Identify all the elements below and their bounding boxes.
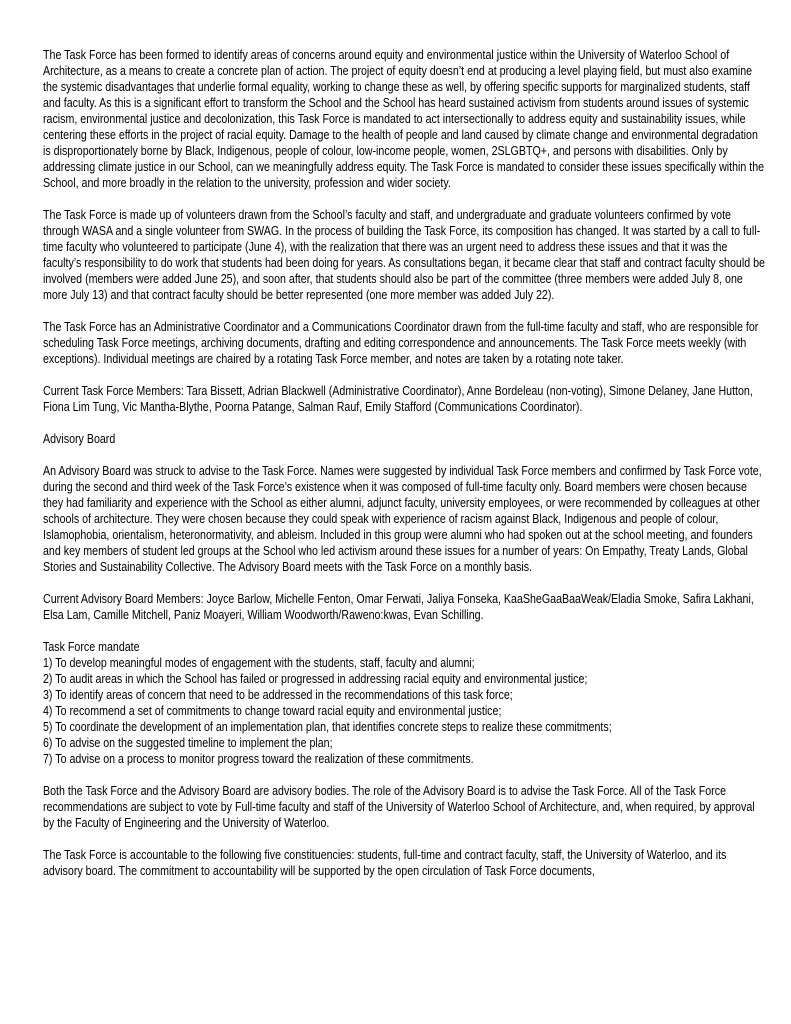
paragraph-task-force-members: Current Task Force Members: Tara Bissett, Adrian Blackwell (Administrative Coordinator), Anne Bordeleau (non-voting), Simone Delaney, Jane Hutton, Fiona Lim Tung, Vic Mantha-Blythe, Poorna Patange, Salman Rauf, Emily Stafford (Communications Coordinator). bbox=[43, 383, 753, 414]
mandate-item-7: 7) To advise on a process to monitor progress toward the realization of these commitments. bbox=[43, 751, 474, 766]
paragraph-accountability: The Task Force is accountable to the following five constituencies: students, full-time and contract faculty, staff, the University of Waterloo, and its advisory board. The commitment to accountability will be supported by the open circulation of Task Force documents, bbox=[43, 847, 727, 878]
mandate-item-3: 3) To identify areas of concern that need to be addressed in the recommendations of this task force; bbox=[43, 687, 513, 702]
mandate-item-4: 4) To recommend a set of commitments to change toward racial equity and environmental justice; bbox=[43, 703, 502, 718]
paragraph-intro: The Task Force has been formed to identify areas of concerns around equity and environmental justice within the University of Waterloo School of Architecture, as a means to create a concrete plan of action. The project of equity doesn’t end at producing a level playing field, but must also examine the systemic disadvantages that underlie formal equality, working to change these as well, by offering specific supports for marginalized students, staff and faculty. As this is a significant effort to transform the School and the School has heard sustained activism from students around issues of systemic racism, environmental justice and decolonization, this Task Force is mandated to act intersectionally to address equity and sustainability issues, while centering these efforts in the project of racial equity. Damage to the health of people and land caused by climate change and environmental degradation is disproportionately borne by Black, Indigenous, people of colour, low-income people, women, 2SLGBTQ+, and persons with disabilities. Only by addressing climate justice in our School, can we meaningfully address equity. The Task Force is mandated to consider these issues specifically within the School, and more broadly in the relation to the university, profession and wider society. bbox=[43, 47, 765, 190]
paragraph-advisory-bodies: Both the Task Force and the Advisory Board are advisory bodies. The role of the Advisory Board is to advise the Task Force. All of the Task Force recommendations are subject to vote by Full-time faculty and staff of the University of Waterloo School of Architecture, and, when required, by approval by the Faculty of Engineering and the University of Waterloo. bbox=[43, 783, 755, 830]
paragraph-composition: The Task Force is made up of volunteers drawn from the School’s faculty and staff, and undergraduate and graduate volunteers confirmed by vote through WASA and a single volunteer from SWAG. In the process of building the Task Force, its composition has changed. It was started by a call to full-time faculty who volunteered to participate (June 4), with the realization that there was an urgent need to address these issues and that it was the faculty’s responsibility to do work that students had been doing for years. As consultations began, it became clear that staff and contract faculty should be involved (members were added June 25), and soon after, that students should also be part of the committee (three members were added July 8, one more July 13) and that contract faculty should be better represented (one more member was added July 22). bbox=[43, 207, 765, 302]
paragraph-advisory-members: Current Advisory Board Members: Joyce Barlow, Michelle Fenton, Omar Ferwati, Jaliya Fonseka, KaaSheGaaBaaWeak/Eladia Smoke, Safira Lakhani, Elsa Lam, Camille Mitchell, Paniz Moayeri, William Woodworth/Raweno:kwas, Evan Schilling. bbox=[43, 591, 754, 622]
mandate-heading: Task Force mandate bbox=[43, 639, 140, 654]
mandate-item-6: 6) To advise on the suggested timeline to implement the plan; bbox=[43, 735, 333, 750]
paragraph-coordinators: The Task Force has an Administrative Coordinator and a Communications Coordinator drawn from the full-time faculty and staff, who are responsible for scheduling Task Force meetings, archiving documents, drafting and editing correspondence and announcements. The Task Force meets weekly (with exceptions). Individual meetings are chaired by a rotating Task Force member, and notes are taken by a rotating note taker. bbox=[43, 319, 759, 366]
mandate-item-5: 5) To coordinate the development of an implementation plan, that identifies concrete steps to realize these commitments; bbox=[43, 719, 612, 734]
mandate-item-1: 1) To develop meaningful modes of engagement with the students, staff, faculty and alumni; bbox=[43, 655, 475, 670]
heading-advisory-board: Advisory Board bbox=[43, 431, 116, 446]
document-page bbox=[43, 47, 768, 895]
paragraph-advisory-board: An Advisory Board was struck to advise to the Task Force. Names were suggested by individual Task Force members and confirmed by Task Force vote, during the second and third week of the Task Force’s existence when it was composed of full-time faculty only. Board members were chosen because they had familiarity and experience with the School as either alumni, adjunct faculty, university employees, or were recommended by colleagues at other schools of architecture. They were chosen because they could speak with experience of racism against Black, Indigenous and people of colour, Islamophobia, orientalism, heteronormativity, and ableism. Included in this group were alumni who had spoken out at the school meeting, and founders and key members of student led groups at the School who led activism around these issues for a number of years: On Empathy, Treaty Lands, Global Stories and Sustainability Collective. The Advisory Board meets with the Task Force on a monthly basis. bbox=[43, 463, 762, 574]
section-task-force-mandate bbox=[43, 639, 768, 767]
mandate-item-2: 2) To audit areas in which the School has failed or progressed in addressing racial equity and environmental justice; bbox=[43, 671, 588, 686]
